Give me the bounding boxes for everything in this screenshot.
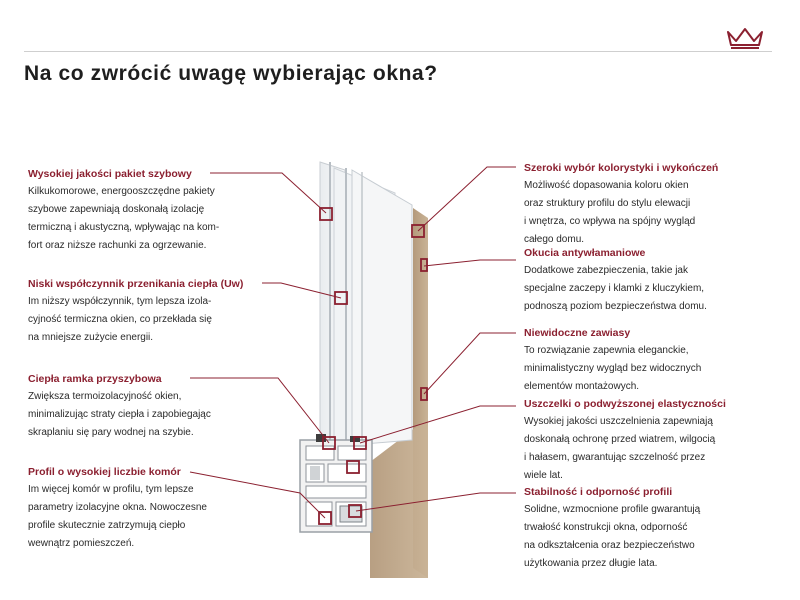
callout-description: Dodatkowe zabezpieczenia, takie jak specjalne zaczepy i klamki z kluczykiem, podnoszą poziom bezpieczeństwa domu. [524,265,707,312]
callout-heading: Niewidoczne zawiasy [524,327,631,339]
marker-uw [335,292,347,304]
leader-line-9 [356,493,516,511]
marker-hardware [421,259,427,271]
callout-heading: Szeroki wybór kolorystyki i wykończeń [524,162,719,174]
callout-hinges [524,327,701,396]
leader-line-7 [424,333,516,394]
callout-description: To rozwiązanie zapewnia eleganckie, minimalistyczny wygląd bez widocznych elementów montażowych. [524,345,702,392]
crown-icon [725,26,765,50]
callout-spacer [28,373,211,442]
pvc-profile [300,434,372,532]
leader-line-4 [190,472,325,518]
marker-seals [354,437,366,449]
leader-line-1 [210,173,326,213]
marker-chambers [319,512,331,524]
leader-line-6 [424,260,516,266]
glass-pane-middle [334,168,395,444]
callout-heading: Wysokiej jakości pakiet szybowy [28,168,192,180]
marker-stability [349,505,361,517]
wood-cladding-bottom [370,418,428,578]
page-title: Na co zwrócić uwagę wybierając okna? [24,62,438,85]
marker-glazing [320,208,332,220]
callout-hardware [524,247,707,316]
callout-colors [524,162,718,249]
callout-uw [28,278,243,347]
callout-description: Wysokiej jakości uszczelnienia zapewniają doskonałą ochronę przed wiatrem, wilgocią i hałasem, gwarantując szczelność przez wiele lat. [524,416,716,481]
marker-spacer [323,437,335,449]
marker-profile-extra [347,461,359,473]
callout-heading: Niski współczynnik przenikania ciepła (Uw) [28,278,244,290]
leader-line-8 [360,406,516,443]
marker-hinges [421,388,427,400]
header-divider [24,51,772,52]
callout-stability [524,486,700,573]
wood-cladding-side [413,208,428,578]
callout-description: Możliwość dopasowania koloru okien oraz struktury profilu do stylu elewacji i wnętrza, co wpływa na spójny wygląd całego domu. [524,180,696,245]
callout-seals [524,398,726,485]
callout-glazing [28,168,219,255]
callout-chambers [28,466,207,553]
callout-description: Im więcej komór w profilu, tym lepsze parametry izolacyjne okna. Nowoczesne profile skutecznie zatrzymują ciepło wewnątrz pomieszczeń. [28,484,207,549]
callout-heading: Stabilność i odporność profili [524,486,673,498]
callout-heading: Okucia antywłamaniowe [524,247,646,259]
leader-line-5 [418,167,516,231]
leader-line-2 [262,283,341,298]
glass-pane-inner [320,162,345,445]
callout-heading: Profil o wysokiej liczbie komór [28,466,181,478]
glass-pane-outer [352,170,412,445]
callout-heading: Uszczelki o podwyższonej elastyczności [524,398,726,410]
marker-color [412,225,424,237]
callout-heading: Ciepła ramka przyszybowa [28,373,162,385]
callout-description: Solidne, wzmocnione profile gwarantują trwałość konstrukcji okna, odporność na odkształcenia oraz bezpieczeństwo użytkowania przez długie lata. [524,504,701,569]
callout-description: Im niższy współczynnik, tym lepsza izola- cyjność termiczna okien, co przekłada się na mniejsze zużycie energii. [28,296,212,343]
callout-description: Kilkukomorowe, energooszczędne pakiety szybowe zapewniają doskonałą izolację termiczną i akustyczną, wpływając na kom- fort oraz niższe rachunki za ogrzewanie. [28,186,220,251]
callout-description: Zwiększa termoizolacyjność okien, minimalizując straty ciepła i zapobiegając skraplaniu się pary wodnej na szybie. [28,391,211,438]
